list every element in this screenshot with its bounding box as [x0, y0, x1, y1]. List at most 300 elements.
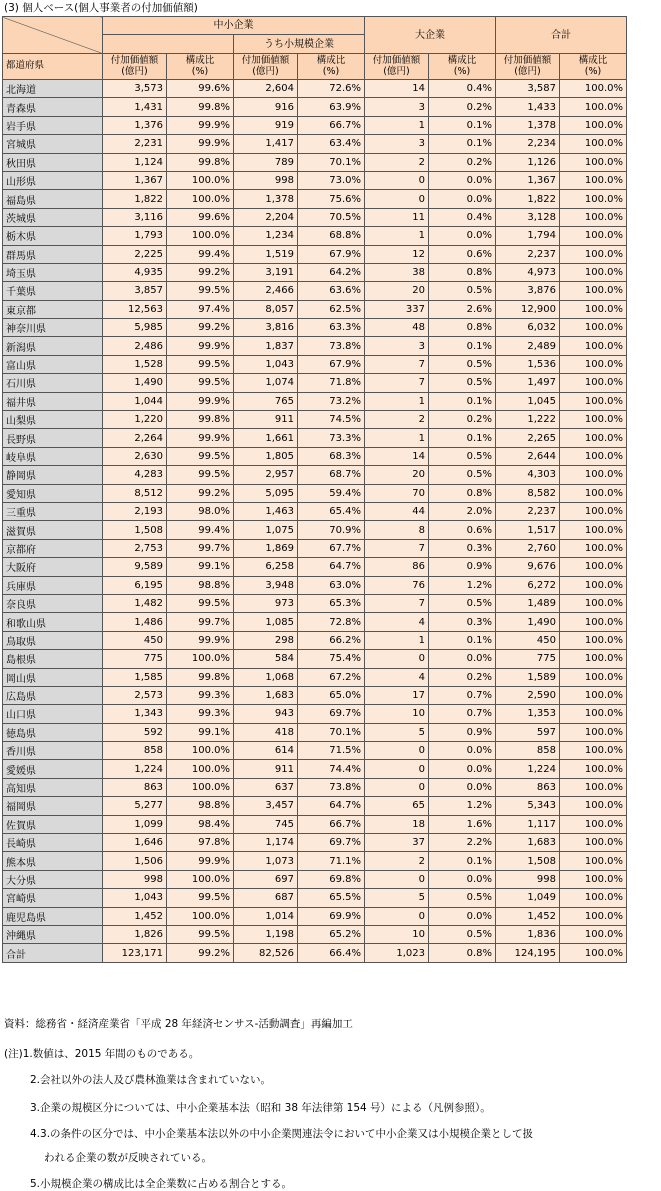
- prefecture-cell: 高知県: [3, 778, 103, 796]
- value-cell: 70.1%: [298, 153, 365, 171]
- header-value-unit: (億円): [383, 65, 410, 77]
- prefecture-cell: 神奈川県: [3, 319, 103, 337]
- value-cell: 70: [365, 484, 429, 502]
- table-row: [3, 870, 627, 888]
- prefecture-cell: 香川県: [3, 742, 103, 760]
- value-cell: 3,948: [234, 576, 298, 594]
- prefecture-cell: 大分県: [3, 870, 103, 888]
- header-ratio-label: 構成比: [447, 55, 477, 66]
- value-cell: 69.7%: [298, 705, 365, 723]
- value-cell: 1,378: [234, 190, 298, 208]
- value-cell: 2,573: [103, 686, 167, 704]
- value-cell: 97.4%: [167, 300, 234, 318]
- value-cell: 0.5%: [429, 282, 496, 300]
- value-cell: 3,816: [234, 319, 298, 337]
- value-cell: 2,193: [103, 502, 167, 520]
- value-cell: 8: [365, 521, 429, 539]
- prefecture-cell: 山形県: [3, 171, 103, 189]
- table-row: [3, 319, 627, 337]
- value-cell: 98.4%: [167, 815, 234, 833]
- value-cell: 67.7%: [298, 539, 365, 557]
- value-cell: 100.0%: [560, 466, 627, 484]
- value-cell: 67.9%: [298, 355, 365, 373]
- value-cell: 100.0%: [560, 429, 627, 447]
- value-cell: 100.0%: [560, 686, 627, 704]
- value-cell: 100.0%: [560, 576, 627, 594]
- prefecture-cell: 福井県: [3, 392, 103, 410]
- value-cell: 418: [234, 723, 298, 741]
- value-cell: 14: [365, 80, 429, 98]
- value-cell: 858: [103, 742, 167, 760]
- prefecture-cell: 福島県: [3, 190, 103, 208]
- value-cell: 100.0%: [560, 631, 627, 649]
- table-row: [3, 135, 627, 153]
- value-cell: 1,822: [103, 190, 167, 208]
- value-cell: 64.7%: [298, 558, 365, 576]
- value-cell: 7: [365, 355, 429, 373]
- prefecture-cell: 兵庫県: [3, 576, 103, 594]
- value-cell: 1,661: [234, 429, 298, 447]
- prefecture-cell: 岡山県: [3, 668, 103, 686]
- value-cell: 20: [365, 282, 429, 300]
- table-row: [3, 594, 627, 612]
- value-cell: 0.0%: [429, 870, 496, 888]
- header-corner: [3, 17, 103, 54]
- value-cell: 99.8%: [167, 668, 234, 686]
- table-row: [3, 466, 627, 484]
- table-row: [3, 116, 627, 134]
- value-cell: 100.0%: [560, 742, 627, 760]
- value-cell: 100.0%: [167, 227, 234, 245]
- value-cell: 0.0%: [429, 190, 496, 208]
- value-cell: 18: [365, 815, 429, 833]
- value-cell: 2,753: [103, 539, 167, 557]
- value-cell: 100.0%: [560, 870, 627, 888]
- value-cell: 73.3%: [298, 429, 365, 447]
- header-sme: 中小企業: [103, 17, 365, 35]
- value-cell: 450: [103, 631, 167, 649]
- value-cell: 450: [496, 631, 560, 649]
- value-cell: 1,074: [234, 374, 298, 392]
- value-cell: 0.7%: [429, 705, 496, 723]
- value-cell: 5,985: [103, 319, 167, 337]
- value-cell: 998: [234, 171, 298, 189]
- value-cell: 62.5%: [298, 300, 365, 318]
- value-cell: 4,283: [103, 466, 167, 484]
- value-cell: 100.0%: [560, 944, 627, 962]
- value-cell: 99.7%: [167, 539, 234, 557]
- table-row: [3, 171, 627, 189]
- value-cell: 1,452: [496, 907, 560, 925]
- value-cell: 70.9%: [298, 521, 365, 539]
- prefecture-cell: 富山県: [3, 355, 103, 373]
- value-cell: 2,957: [234, 466, 298, 484]
- value-cell: 5,277: [103, 797, 167, 815]
- prefecture-cell: 鹿児島県: [3, 907, 103, 925]
- value-cell: 100.0%: [560, 889, 627, 907]
- value-cell: 1,417: [234, 135, 298, 153]
- value-cell: 8,512: [103, 484, 167, 502]
- value-cell: 69.9%: [298, 907, 365, 925]
- value-cell: 10: [365, 925, 429, 943]
- value-cell: 0.2%: [429, 411, 496, 429]
- value-cell: 637: [234, 778, 298, 796]
- value-cell: 1,126: [496, 153, 560, 171]
- value-cell: 65.2%: [298, 925, 365, 943]
- prefecture-cell: 愛媛県: [3, 760, 103, 778]
- value-cell: 1,099: [103, 815, 167, 833]
- value-cell: 1,837: [234, 337, 298, 355]
- value-cell: 0.1%: [429, 852, 496, 870]
- value-cell: 10: [365, 705, 429, 723]
- value-cell: 86: [365, 558, 429, 576]
- value-cell: 2,265: [496, 429, 560, 447]
- value-cell: 1,222: [496, 411, 560, 429]
- value-cell: 99.2%: [167, 319, 234, 337]
- value-cell: 1,431: [103, 98, 167, 116]
- table-row: [3, 668, 627, 686]
- value-cell: 2,630: [103, 447, 167, 465]
- table-row: [3, 558, 627, 576]
- prefecture-cell: 島根県: [3, 650, 103, 668]
- value-cell: 99.2%: [167, 484, 234, 502]
- value-cell: 911: [234, 411, 298, 429]
- value-cell: 99.9%: [167, 135, 234, 153]
- value-cell: 3,457: [234, 797, 298, 815]
- prefecture-cell: 秋田県: [3, 153, 103, 171]
- header-ratio-label: 構成比: [316, 55, 346, 66]
- value-cell: 100.0%: [560, 355, 627, 373]
- value-cell: 1,536: [496, 355, 560, 373]
- value-cell: 75.6%: [298, 190, 365, 208]
- value-cell: 1,528: [103, 355, 167, 373]
- value-cell: 1,794: [496, 227, 560, 245]
- value-cell: 0.5%: [429, 447, 496, 465]
- value-cell: 765: [234, 392, 298, 410]
- value-cell: 4: [365, 668, 429, 686]
- value-cell: 66.7%: [298, 116, 365, 134]
- table-row: [3, 521, 627, 539]
- value-cell: 3,876: [496, 282, 560, 300]
- value-cell: 100.0%: [167, 742, 234, 760]
- prefecture-cell: 石川県: [3, 374, 103, 392]
- value-cell: 74.5%: [298, 411, 365, 429]
- value-cell: 0.0%: [429, 227, 496, 245]
- table-row: [3, 245, 627, 263]
- value-cell: 100.0%: [560, 778, 627, 796]
- header-value: [496, 54, 560, 80]
- value-cell: 100.0%: [560, 705, 627, 723]
- prefecture-cell: 宮崎県: [3, 889, 103, 907]
- value-cell: 5,343: [496, 797, 560, 815]
- header-large: 大企業: [365, 17, 496, 54]
- value-cell: 1,646: [103, 834, 167, 852]
- header-value-unit: (億円): [121, 65, 148, 77]
- prefecture-cell: 新潟県: [3, 337, 103, 355]
- value-cell: 123,171: [103, 944, 167, 962]
- value-cell: 99.8%: [167, 98, 234, 116]
- note-4a: 4.3.の条件の区分では、中小企業基本法以外の中小企業関連法令において中小企業又は小規模企業として扱: [30, 1128, 534, 1140]
- header-ratio: [429, 54, 496, 80]
- table-row: [3, 98, 627, 116]
- value-cell: 100.0%: [560, 594, 627, 612]
- prefecture-cell: 宮城県: [3, 135, 103, 153]
- value-cell: 1,044: [103, 392, 167, 410]
- value-cell: 1,224: [103, 760, 167, 778]
- value-cell: 1,805: [234, 447, 298, 465]
- header-total: 合計: [496, 17, 627, 54]
- header-ratio: [560, 54, 627, 80]
- value-cell: 82,526: [234, 944, 298, 962]
- table-row: [3, 613, 627, 631]
- table-row: [3, 650, 627, 668]
- value-cell: 124,195: [496, 944, 560, 962]
- value-cell: 0.1%: [429, 116, 496, 134]
- value-cell: 100.0%: [560, 300, 627, 318]
- header-value-unit: (億円): [514, 65, 541, 77]
- value-cell: 65.5%: [298, 889, 365, 907]
- value-cell: 100.0%: [560, 98, 627, 116]
- value-cell: 1,367: [103, 171, 167, 189]
- value-cell: 0.3%: [429, 613, 496, 631]
- value-cell: 73.2%: [298, 392, 365, 410]
- header-ratio-unit: (%): [191, 65, 209, 77]
- value-cell: 0.5%: [429, 355, 496, 373]
- value-cell: 99.8%: [167, 411, 234, 429]
- table-row: [3, 208, 627, 226]
- table-row: [3, 355, 627, 373]
- value-cell: 100.0%: [560, 80, 627, 98]
- table-row: [3, 705, 627, 723]
- value-cell: 67.2%: [298, 668, 365, 686]
- note-5: 5.小規模企業の構成比は全企業数に占める割合とする。: [30, 1178, 293, 1190]
- value-cell: 100.0%: [167, 778, 234, 796]
- prefecture-cell: 愛知県: [3, 484, 103, 502]
- table-row: [3, 282, 627, 300]
- header-value: [234, 54, 298, 80]
- value-cell: 99.7%: [167, 613, 234, 631]
- value-cell: 2,486: [103, 337, 167, 355]
- value-cell: 74.4%: [298, 760, 365, 778]
- value-cell: 858: [496, 742, 560, 760]
- value-cell: 1,353: [496, 705, 560, 723]
- value-cell: 1,234: [234, 227, 298, 245]
- value-cell: 99.4%: [167, 521, 234, 539]
- table-row: [3, 852, 627, 870]
- value-cell: 1,367: [496, 171, 560, 189]
- value-cell: 99.2%: [167, 944, 234, 962]
- value-cell: 71.1%: [298, 852, 365, 870]
- value-cell: 911: [234, 760, 298, 778]
- value-cell: 100.0%: [560, 760, 627, 778]
- table-row: [3, 227, 627, 245]
- header-ratio: [167, 54, 234, 80]
- table-row: [3, 723, 627, 741]
- prefecture-cell: 鳥取県: [3, 631, 103, 649]
- value-cell: 66.2%: [298, 631, 365, 649]
- note-4b: われる企業の数が反映されている。: [44, 1152, 212, 1164]
- value-cell: 99.1%: [167, 723, 234, 741]
- value-cell: 0.8%: [429, 263, 496, 281]
- value-cell: 1,198: [234, 925, 298, 943]
- value-cell: 71.8%: [298, 374, 365, 392]
- value-cell: 100.0%: [167, 650, 234, 668]
- prefecture-cell: 滋賀県: [3, 521, 103, 539]
- value-cell: 1,014: [234, 907, 298, 925]
- value-cell: 0: [365, 650, 429, 668]
- value-cell: 3: [365, 135, 429, 153]
- value-cell: 1,463: [234, 502, 298, 520]
- value-cell: 4,935: [103, 263, 167, 281]
- value-cell: 1,506: [103, 852, 167, 870]
- value-cell: 100.0%: [560, 502, 627, 520]
- value-cell: 0.8%: [429, 944, 496, 962]
- value-cell: 1,519: [234, 245, 298, 263]
- prefecture-cell: 北海道: [3, 80, 103, 98]
- value-cell: 98.8%: [167, 797, 234, 815]
- value-cell: 44: [365, 502, 429, 520]
- value-cell: 2,237: [496, 245, 560, 263]
- prefecture-cell: 佐賀県: [3, 815, 103, 833]
- value-cell: 5,095: [234, 484, 298, 502]
- value-cell: 9,589: [103, 558, 167, 576]
- value-cell: 3,116: [103, 208, 167, 226]
- value-cell: 63.3%: [298, 319, 365, 337]
- prefecture-cell: 奈良県: [3, 594, 103, 612]
- value-cell: 0.2%: [429, 153, 496, 171]
- value-cell: 98.0%: [167, 502, 234, 520]
- prefecture-cell: 東京都: [3, 300, 103, 318]
- value-cell: 3,191: [234, 263, 298, 281]
- value-cell: 0.5%: [429, 466, 496, 484]
- prefecture-cell: 山梨県: [3, 411, 103, 429]
- prefecture-cell: 茨城県: [3, 208, 103, 226]
- prefecture-cell: 青森県: [3, 98, 103, 116]
- value-cell: 0: [365, 171, 429, 189]
- value-cell: 1,497: [496, 374, 560, 392]
- header-value-label: 付加価値額: [241, 55, 290, 66]
- prefecture-cell: 熊本県: [3, 852, 103, 870]
- value-cell: 70.5%: [298, 208, 365, 226]
- value-cell: 99.9%: [167, 392, 234, 410]
- value-cell: 100.0%: [560, 907, 627, 925]
- prefecture-cell: 福岡県: [3, 797, 103, 815]
- value-cell: 100.0%: [560, 521, 627, 539]
- value-cell: 4: [365, 613, 429, 631]
- table-row: [3, 760, 627, 778]
- value-cell: 1,869: [234, 539, 298, 557]
- value-cell: 298: [234, 631, 298, 649]
- value-cell: 1,117: [496, 815, 560, 833]
- table-row: [3, 300, 627, 318]
- prefecture-cell: 岩手県: [3, 116, 103, 134]
- value-cell: 99.9%: [167, 631, 234, 649]
- table-row: [3, 631, 627, 649]
- value-cell: 100.0%: [560, 650, 627, 668]
- value-cell: 6,032: [496, 319, 560, 337]
- value-cell: 7: [365, 594, 429, 612]
- value-cell: 100.0%: [560, 171, 627, 189]
- value-cell: 99.6%: [167, 80, 234, 98]
- value-cell: 2: [365, 852, 429, 870]
- header-ratio-unit: (%): [584, 65, 602, 77]
- value-cell: 100.0%: [167, 907, 234, 925]
- value-cell: 0.1%: [429, 429, 496, 447]
- value-cell: 1: [365, 429, 429, 447]
- value-cell: 73.0%: [298, 171, 365, 189]
- value-cell: 99.5%: [167, 355, 234, 373]
- value-cell: 2.6%: [429, 300, 496, 318]
- value-cell: 72.6%: [298, 80, 365, 98]
- prefecture-cell: 群馬県: [3, 245, 103, 263]
- value-cell: 63.4%: [298, 135, 365, 153]
- value-cell: 68.7%: [298, 466, 365, 484]
- value-cell: 1,023: [365, 944, 429, 962]
- value-cell: 100.0%: [560, 282, 627, 300]
- note-source: 資料：総務省・経済産業省「平成 28 年経済センサス-活動調査」再編加工: [4, 1018, 353, 1030]
- value-cell: 697: [234, 870, 298, 888]
- value-cell: 99.1%: [167, 558, 234, 576]
- header-ratio-label: 構成比: [185, 55, 215, 66]
- value-cell: 70.1%: [298, 723, 365, 741]
- value-cell: 2: [365, 411, 429, 429]
- value-cell: 2,489: [496, 337, 560, 355]
- value-cell: 6,195: [103, 576, 167, 594]
- value-cell: 0.8%: [429, 484, 496, 502]
- table-row: [3, 80, 627, 98]
- value-cell: 3: [365, 98, 429, 116]
- table-row: [3, 337, 627, 355]
- value-cell: 100.0%: [560, 153, 627, 171]
- prefecture-cell: 大阪府: [3, 558, 103, 576]
- value-cell: 66.7%: [298, 815, 365, 833]
- value-cell: 0.6%: [429, 521, 496, 539]
- table-row: [3, 815, 627, 833]
- header-value-label: 付加価値額: [110, 55, 159, 66]
- value-cell: 0: [365, 907, 429, 925]
- value-cell: 1,585: [103, 668, 167, 686]
- table-row: [3, 374, 627, 392]
- value-cell: 0.0%: [429, 778, 496, 796]
- value-cell: 8,057: [234, 300, 298, 318]
- value-cell: 7: [365, 539, 429, 557]
- value-cell: 0.0%: [429, 171, 496, 189]
- value-cell: 99.9%: [167, 852, 234, 870]
- table-row: [3, 907, 627, 925]
- value-cell: 1,826: [103, 925, 167, 943]
- prefecture-cell: 京都府: [3, 539, 103, 557]
- value-cell: 1,683: [496, 834, 560, 852]
- table-row: [3, 797, 627, 815]
- value-cell: 1,683: [234, 686, 298, 704]
- value-cell: 48: [365, 319, 429, 337]
- value-cell: 59.4%: [298, 484, 365, 502]
- value-cell: 17: [365, 686, 429, 704]
- value-cell: 1,049: [496, 889, 560, 907]
- value-cell: 6,258: [234, 558, 298, 576]
- value-cell: 0.9%: [429, 723, 496, 741]
- value-cell: 0.2%: [429, 668, 496, 686]
- value-cell: 2: [365, 153, 429, 171]
- value-cell: 73.8%: [298, 337, 365, 355]
- prefecture-cell: 長崎県: [3, 834, 103, 852]
- value-cell: 1,482: [103, 594, 167, 612]
- table-row: [3, 742, 627, 760]
- value-cell: 3,857: [103, 282, 167, 300]
- value-cell: 67.9%: [298, 245, 365, 263]
- value-cell: 745: [234, 815, 298, 833]
- value-cell: 1,452: [103, 907, 167, 925]
